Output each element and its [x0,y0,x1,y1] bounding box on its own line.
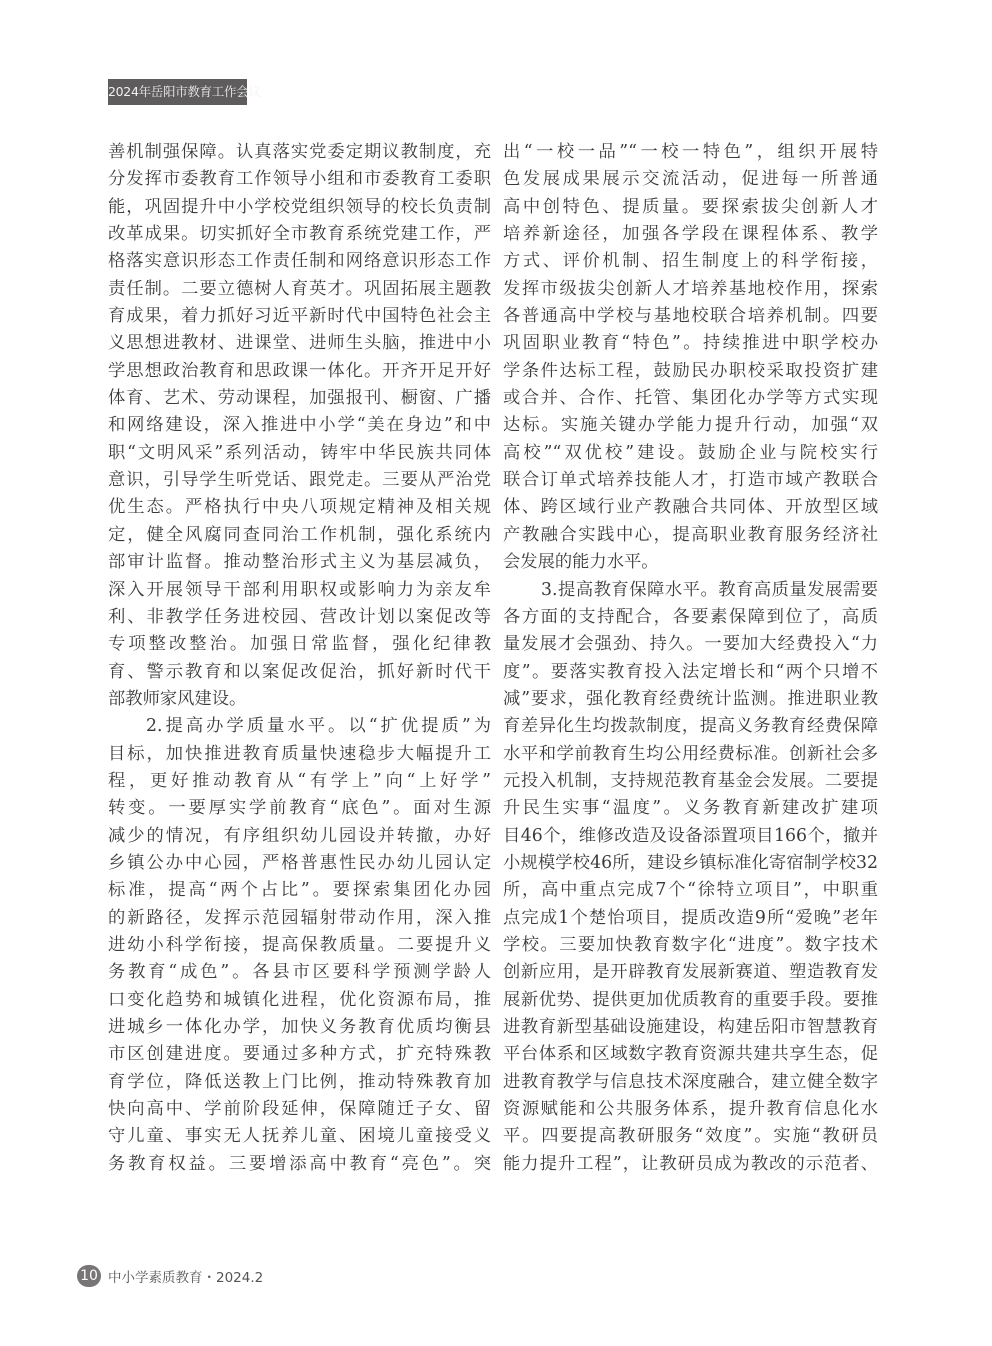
text-line: 联合订单式培养技能人才，打造市域产教联合 [503,470,878,491]
text-line: 专项整改整治。加强日常监督，强化纪律教 [108,634,491,655]
text-line: 深入开展领导干部利用职权或影响力为亲友牟 [108,579,491,600]
text-line: 意识，引导学生听党话、跟党走。三要从严治党 [108,470,491,491]
page-footer [77,1265,263,1287]
text-line: 乡镇公办中心园，严格普惠性民办幼儿园认定 [108,852,491,873]
text-line: 市区创建进度。要通过多种方式，扩充特殊教 [108,1044,491,1065]
journal-issue: 中小学素质教育・2024.2 [108,1270,264,1286]
text-line: 体育、艺术、劳动课程，加强报刊、橱窗、广播 [108,388,491,409]
section-badge: 2024年岳阳市教育工作会议 [108,79,247,105]
text-line: 标准，提高“两个占比”。要探索集团化办园 [108,880,491,901]
text-line: 或合并、合作、托管、集团化办学等方式实现 [503,388,878,409]
text-line: 展新优势、提供更加优质教育的重要手段。要推 [503,989,878,1010]
text-line: 发挥市级拔尖创新人才培养基地校作用，探索 [503,278,878,299]
text-line: 育、警示教育和以案促改促治，抓好新时代干 [108,661,491,682]
text-line: 的新路径，发挥示范园辐射带动作用，深入推 [108,907,491,928]
text-line: 守儿童、事实无人抚养儿童、困境儿童接受义 [108,1126,491,1147]
text-line: 职“文明风采”系列活动，铸牢中华民族共同体 [108,442,491,463]
text-line: 育差异化生均拨款制度，提高义务教育经费保障 [503,716,878,737]
text-line: 育成果，着力抓好习近平新时代中国特色社会主 [108,306,491,327]
text-line: 体、跨区域行业产教融合共同体、开放型区域 [503,497,878,518]
text-line: 和网络建设，深入推进中小学“美在身边”和中 [108,415,491,436]
text-line: 进城乡一体化办学，加快义务教育优质均衡县 [108,1017,491,1037]
text-line: 平。四要提高教研服务“效度”。实施“教研员 [503,1126,878,1147]
text-line: 善机制强保障。认真落实党委定期议教制度，充 [108,142,491,162]
text-line: 点完成1个楚怡项目，提质改造9所“爱晚”老年 [503,907,878,928]
text-line: 口变化趋势和城镇化进程，优化资源布局，推 [108,989,491,1010]
text-line: 会发展的能力水平。 [503,552,659,573]
text-line: 各普通高中学校与基地校联合培养机制。四要 [503,306,878,327]
text-line: 平台体系和区域数字教育资源共建共享生态，促 [503,1044,878,1065]
text-line: 快向高中、学前阶段延伸，保障随迁子女、留 [108,1099,491,1120]
right-column [503,139,878,1178]
text-line: 责任制。二要立德树人育英才。巩固拓展主题教 [108,278,491,299]
text-line: 所，高中重点完成7个“徐特立项目”，中职重 [503,880,878,901]
text-line: 创新应用，是开辟教育发展新赛道、塑造教育发 [503,962,878,983]
text-line: 产教融合实践中心，提高职业教育服务经济社 [503,524,878,545]
text-line: 度”。要落实教育投入法定增长和“两个只增不 [503,661,878,682]
text-line: 水平和学前教育生均公用经费标准。创新社会多 [503,743,878,764]
text-line: 2.提高办学质量水平。以“扩优提质”为 [146,716,491,737]
text-line: 升民生实事“温度”。义务教育新建改扩建项 [503,798,878,819]
text-line: 高校”“双优校”建设。鼓励企业与院校实行 [503,442,878,463]
text-line: 目46个，维修改造及设备添置项目166个，撤并 [503,825,878,846]
text-line: 定，健全风腐同查同治工作机制，强化系统内 [108,524,491,545]
text-line: 目标，加快推进教育质量快速稳步大幅提升工 [108,743,491,764]
page-number-badge: 10 [77,1265,101,1287]
text-line: 利、非教学任务进校园、营改计划以案促改等 [108,606,491,627]
text-line: 量发展才会强劲、持久。一要加大经费投入“力 [503,634,878,655]
text-line: 3.提高教育保障水平。教育高质量发展需要 [541,579,878,600]
text-line: 出“一校一品”“一校一特色”，组织开展特 [503,142,878,162]
text-line: 培养新途径，加强各学段在课程体系、教学 [503,224,878,245]
text-line: 部审计监督。推动整治形式主义为基层减负， [108,552,491,573]
text-line: 达标。实施关键办学能力提升行动，加强“双 [503,415,878,436]
text-line: 部教师家风建设。 [108,688,247,709]
text-line: 优生态。严格执行中央八项规定精神及相关规 [108,497,491,518]
text-line: 元投入机制，支持规范教育基金会发展。二要提 [503,770,878,791]
text-line: 学校。三要加快教育数字化“进度”。数字技术 [503,934,878,955]
text-line: 各方面的支持配合，各要素保障到位了，高质 [503,606,878,627]
text-line: 能，巩固提升中小学校党组织领导的校长负责制 [108,196,491,217]
text-line: 减少的情况，有序组织幼儿园设并转撤，办好 [108,825,491,846]
text-line: 进教育教学与信息技术深度融合，建立健全数字 [503,1071,878,1092]
text-line: 进教育新型基础设施建设，构建岳阳市智慧教育 [503,1017,878,1037]
text-line: 学思想政治教育和思政课一体化。开齐开足开好 [108,360,491,381]
text-line: 进幼小科学衔接，提高保教质量。二要提升义 [108,934,491,955]
text-line: 资源赋能和公共服务体系，提升教育信息化水 [503,1099,878,1120]
text-line: 改革成果。切实抓好全市教育系统党建工作，严 [108,224,491,245]
text-line: 减”要求，强化教育经费统计监测。推进职业教 [503,688,878,709]
text-line: 学条件达标工程，鼓励民办职校采取投资扩建 [503,360,878,381]
text-line: 务教育权益。三要增添高中教育“亮色”。突 [108,1153,491,1174]
text-line: 义思想进教材、进课堂、进师生头脑，推进中小 [108,333,491,354]
text-line: 程，更好推动教育从“有学上”向“上好学” [108,770,491,791]
text-line: 转变。一要厚实学前教育“底色”。面对生源 [108,798,491,819]
text-line: 巩固职业教育“特色”。持续推进中职学校办 [503,333,878,354]
text-line: 方式、评价机制、招生制度上的科学衔接， [503,251,878,272]
text-line: 格落实意识形态工作责任制和网络意识形态工作 [108,251,491,272]
text-line: 务教育“成色”。各县市区要科学预测学龄人 [108,962,491,983]
text-line: 色发展成果展示交流活动，促进每一所普通 [503,169,878,190]
text-line: 小规模学校46所，建设乡镇标准化寄宿制学校32 [503,852,878,873]
text-line: 高中创特色、提质量。要探索拔尖创新人才 [503,196,878,217]
text-line: 分发挥市委教育工作领导小组和市委教育工委职 [108,169,491,190]
text-line: 育学位，降低送教上门比例，推动特殊教育加 [108,1071,491,1092]
left-column [108,139,491,1178]
text-line: 能力提升工程”，让教研员成为教改的示范者、 [503,1153,878,1174]
